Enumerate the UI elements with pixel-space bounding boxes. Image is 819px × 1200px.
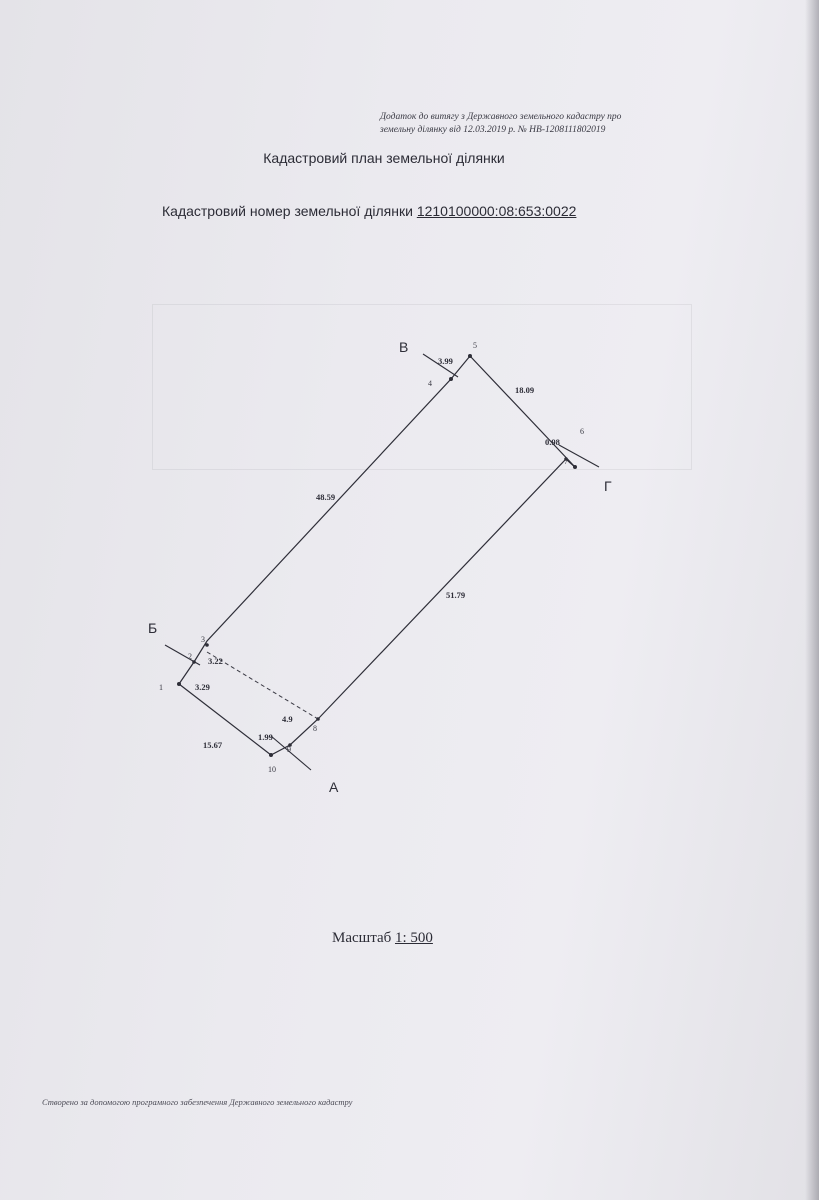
scale-line bbox=[332, 930, 433, 947]
vertex-8 bbox=[316, 717, 320, 721]
length-9-10: 1.99 bbox=[258, 732, 273, 742]
parcel-boundary bbox=[179, 356, 575, 755]
length-7-8: 51.79 bbox=[446, 590, 466, 600]
length-8-9: 4.9 bbox=[282, 714, 293, 724]
point-number-8: 8 bbox=[313, 724, 317, 733]
vertex-6 bbox=[573, 465, 577, 469]
corner-label-g: Г bbox=[604, 478, 612, 494]
point-number-9: 9 bbox=[287, 745, 291, 754]
header-note-line2: земельну ділянку від 12.03.2019 р. № НВ-1208111802019 bbox=[380, 125, 606, 135]
cadastral-number: 1210100000:08:653:0022 bbox=[416, 203, 577, 219]
length-3-4: 48.59 bbox=[316, 492, 336, 502]
point-number-10: 10 bbox=[268, 765, 276, 774]
point-number-3: 3 bbox=[201, 635, 205, 644]
point-number-5: 5 bbox=[473, 341, 477, 350]
corner-label-v: В bbox=[399, 339, 409, 355]
header-note-line1: Додаток до витягу з Державного земельного кадастру про bbox=[380, 112, 622, 122]
point-number-2: 2 bbox=[188, 652, 192, 661]
scale-label: Масштаб bbox=[332, 930, 392, 946]
dashed-line-2-8 bbox=[207, 652, 318, 719]
footer-note: Створено за допомогою програмного забезпечення Державного земельного кадастру bbox=[42, 1097, 353, 1107]
vertex-1 bbox=[177, 682, 181, 686]
length-5-6: 18.09 bbox=[515, 385, 535, 395]
point-number-6: 6 bbox=[580, 427, 584, 436]
length-6-7: 0.98 bbox=[545, 437, 560, 447]
plan-title: Кадастровий план земельної ділянки bbox=[263, 150, 505, 166]
vertex-3 bbox=[205, 643, 209, 647]
vertex-4 bbox=[449, 377, 453, 381]
length-4-5: 3.99 bbox=[438, 356, 453, 366]
length-1-2: 3.29 bbox=[195, 682, 210, 692]
length-10-1: 15.67 bbox=[203, 740, 223, 750]
point-number-7: 7 bbox=[564, 457, 568, 466]
corner-label-b: Б bbox=[148, 620, 158, 636]
tick-a bbox=[271, 736, 311, 770]
length-2-3: 3.22 bbox=[208, 656, 223, 666]
vertex-5 bbox=[468, 354, 472, 358]
vertex-10 bbox=[269, 753, 273, 757]
scale-value: 1: 500 bbox=[394, 930, 433, 946]
point-number-4: 4 bbox=[428, 379, 432, 388]
point-number-1: 1 bbox=[159, 683, 163, 692]
cadastral-label: Кадастровий номер земельної ділянки bbox=[162, 203, 413, 219]
corner-label-a: А bbox=[329, 779, 339, 795]
vertex-2 bbox=[192, 660, 196, 664]
